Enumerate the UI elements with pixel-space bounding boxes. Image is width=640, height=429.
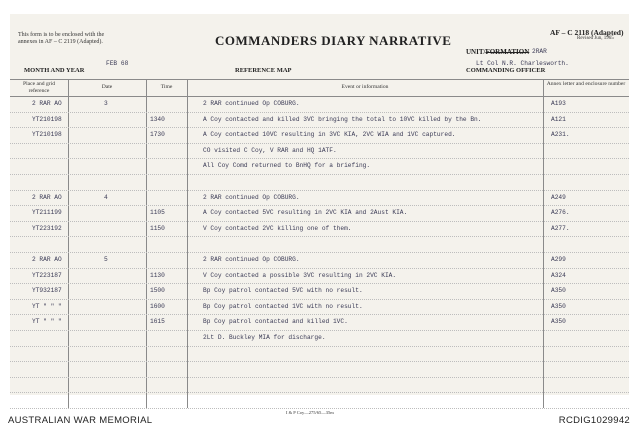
row-rule	[10, 377, 629, 378]
archive-credit: AUSTRALIAN WAR MEMORIAL	[8, 415, 153, 426]
cell-place: YT223192	[32, 224, 62, 232]
print-mark: I & P Coy—275/65—35m	[286, 410, 334, 415]
commanding-officer-value: Lt Col N.R. Charlesworth.	[476, 60, 569, 67]
cell-time: 1500	[150, 287, 165, 295]
unit-value: 2RAR	[532, 48, 547, 55]
cell-place: YT211199	[32, 209, 62, 217]
cell-place: YT " " "	[32, 302, 62, 310]
cell-event: All Coy Comd returned to BnHQ for a briefing.	[203, 162, 371, 170]
cell-place: YT223187	[32, 271, 62, 279]
cell-event: Bp Coy patrol contacted 1VC with no result.	[203, 302, 363, 310]
row-rule	[10, 392, 629, 393]
row-rule	[10, 190, 629, 191]
month-year-value: FEB 68	[106, 60, 129, 67]
column-header-time: Time	[160, 84, 173, 90]
month-year-label: MONTH AND YEAR	[24, 67, 85, 74]
cell-event: A Coy contacted 10VC resulting in 3VC KIA, 2VC WIA and 1VC captured.	[203, 131, 456, 139]
header-top-rule	[10, 79, 629, 80]
column-rule	[68, 79, 69, 408]
column-rule	[543, 79, 544, 408]
cell-event: V Coy contacted 2VC killing one of them.	[203, 224, 352, 232]
row-rule	[10, 174, 629, 175]
cell-place: YT210198	[32, 131, 62, 139]
enclose-note-2: annexes in AF – C 2119 (Adapted).	[18, 39, 103, 45]
cell-place: 2 RAR AO	[32, 256, 62, 263]
cell-place: YT932187	[32, 287, 62, 295]
cell-time: 1150	[150, 224, 165, 232]
row-rule	[10, 346, 629, 347]
row-rule	[10, 236, 629, 237]
cell-annex: A277.	[551, 224, 570, 232]
row-rule	[10, 112, 629, 113]
cell-event: 2 RAR continued Op COBURG.	[203, 193, 300, 201]
cell-annex: A324	[551, 271, 566, 279]
cell-event: Bp Coy patrol contacted 5VC with no result.	[203, 287, 363, 295]
row-rule	[10, 143, 629, 144]
row-rule	[10, 268, 629, 269]
cell-date: 3	[104, 100, 108, 107]
row-rule	[10, 330, 629, 331]
row-rule	[10, 127, 629, 128]
cell-place: 2 RAR AO	[32, 100, 62, 107]
cell-event: 2Lt D. Buckley MIA for discharge.	[203, 334, 326, 341]
cell-event: 2 RAR continued Op COBURG.	[203, 256, 300, 263]
cell-annex: A350	[551, 287, 566, 295]
column-header-event: Event or information	[341, 84, 389, 90]
revised-date: Revised Jun, 1965	[577, 36, 614, 41]
row-rule	[10, 408, 629, 409]
cell-time: 1600	[150, 302, 165, 310]
page-title: COMMANDERS DIARY NARRATIVE	[215, 33, 452, 48]
header-bottom-rule	[10, 96, 629, 97]
cell-time: 1130	[150, 271, 165, 279]
row-rule	[10, 205, 629, 206]
archive-reference: RCDIG1029942	[558, 415, 630, 426]
cell-annex: A350	[551, 302, 566, 310]
row-rule	[10, 283, 629, 284]
cell-annex: A299	[551, 256, 566, 263]
row-rule	[10, 221, 629, 222]
cell-place: YT " " "	[32, 318, 62, 326]
column-rule	[187, 79, 188, 408]
cell-annex: A350	[551, 318, 566, 326]
enclose-note-1: This form is to be enclosed with the	[18, 32, 105, 38]
row-rule	[10, 252, 629, 253]
cell-time: 1730	[150, 131, 165, 139]
cell-annex: A193	[551, 100, 566, 107]
cell-annex: A231.	[551, 131, 570, 139]
reference-map-label: REFERENCE MAP	[235, 67, 292, 74]
cell-event: CO visited C Coy, V RAR and HQ 1ATF.	[203, 146, 337, 154]
column-header-date: Date	[101, 84, 113, 90]
cell-annex: A276.	[551, 209, 570, 217]
cell-date: 5	[104, 256, 108, 263]
cell-place: 2 RAR AO	[32, 193, 62, 201]
column-header-annex: Annex letter and enclosure number	[546, 81, 626, 87]
unit-label: UNIT/FORMATION	[466, 48, 530, 56]
row-rule	[10, 314, 629, 315]
form-code: AF – C 2118 (Adapted)	[550, 28, 624, 37]
cell-event: Bp Coy patrol contacted and killed 1VC.	[203, 318, 348, 326]
cell-time: 1615	[150, 318, 165, 326]
row-rule	[10, 361, 629, 362]
cell-event: 2 RAR continued Op COBURG.	[203, 100, 300, 107]
cell-event: A Coy contacted and killed 3VC bringing the total to 10VC killed by the Bn.	[203, 115, 482, 123]
row-rule	[10, 299, 629, 300]
cell-event: V Coy contacted a possible 3VC resulting in 2VC KIA.	[203, 271, 397, 279]
column-rule	[146, 79, 147, 408]
commanding-officer-label: COMMANDING OFFICER	[466, 67, 546, 74]
cell-annex: A249	[551, 193, 566, 201]
row-rule	[10, 158, 629, 159]
cell-time: 1340	[150, 115, 165, 123]
cell-place: YT210198	[32, 115, 62, 123]
cell-event: A Coy contacted 5VC resulting in 2VC KIA and 2Aust KIA.	[203, 209, 408, 217]
cell-time: 1105	[150, 209, 165, 217]
cell-date: 4	[104, 193, 108, 201]
column-header-place: Place and grid reference	[23, 81, 55, 94]
cell-annex: A121	[551, 115, 566, 123]
